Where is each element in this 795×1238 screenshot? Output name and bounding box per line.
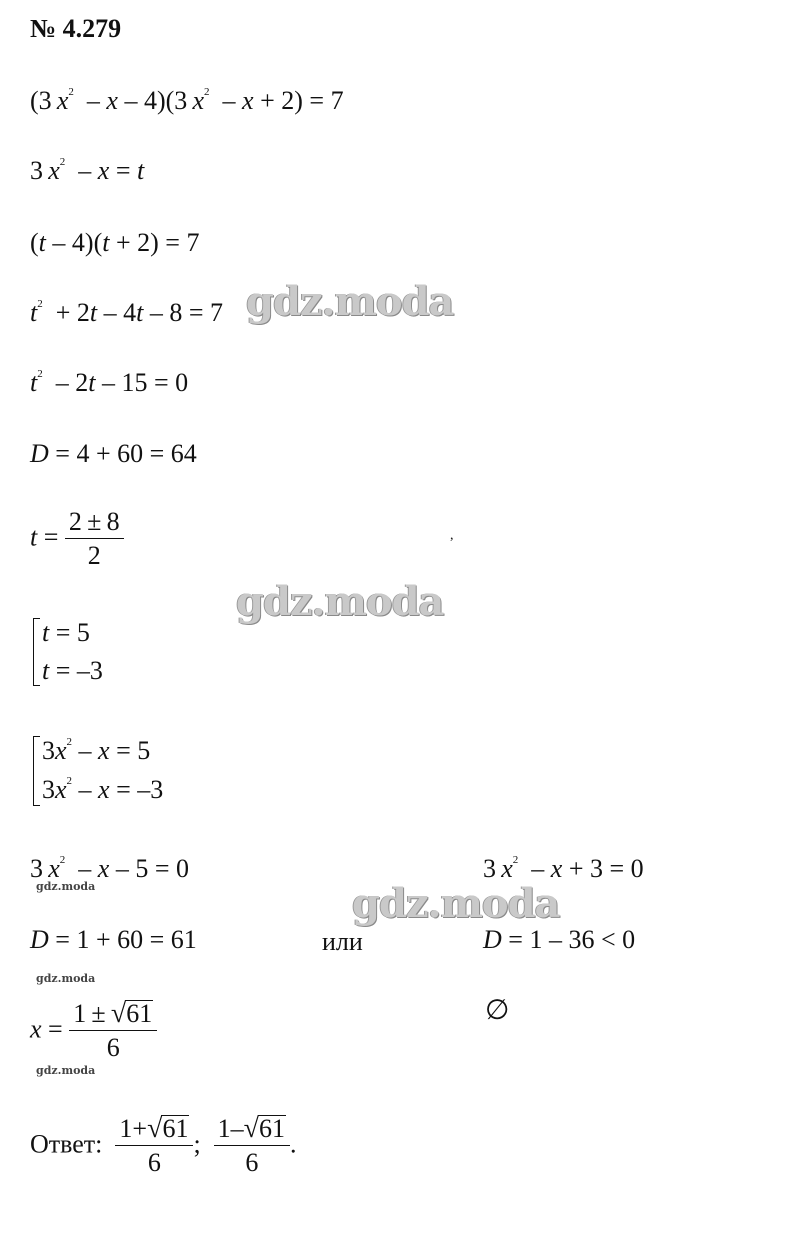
t-root-1: t = 5 xyxy=(42,618,90,647)
equation-original: (3 $x^2$ – x – 4)(3 $x^2$ – x + 2) = 7 xyxy=(30,86,344,115)
set-bracket xyxy=(33,618,40,686)
discriminant-x-2: D = 1 – 36 < 0 xyxy=(483,925,636,954)
discriminant-t: D = 4 + 60 = 64 xyxy=(30,439,197,468)
quadratic-x-1: 3 $x^2$ – x – 5 = 0 xyxy=(30,854,189,883)
problem-title: № 4.279 xyxy=(30,14,122,43)
roots-x-formula: x = $\frac{1 \pm √61}{6}$ xyxy=(30,1000,157,1063)
quadratic-in-t: $t^2$ – 2t – 15 = 0 xyxy=(30,368,189,397)
answer-label: Ответ: xyxy=(30,1129,103,1159)
watermark-small: gdz.moda xyxy=(36,1064,96,1077)
equation-in-t: (t – 4)(t + 2) = 7 xyxy=(30,228,200,257)
watermark: gdz.moda xyxy=(352,880,560,927)
watermark: gdz.moda xyxy=(236,578,444,625)
discriminant-x-1: D = 1 + 60 = 61 xyxy=(30,925,197,954)
answer-separator: ; xyxy=(193,1129,201,1159)
answer: Ответ: $\frac{1+√61}{6}$ ; $\frac{1-√61}{6}$ . xyxy=(30,1113,297,1177)
watermark-small: gdz.moda xyxy=(36,880,96,893)
roots-t-formula: t = $\frac{2 \pm 8}{2}$ xyxy=(30,508,124,571)
or-word: или xyxy=(322,927,363,956)
empty-set-symbol: ∅ xyxy=(485,995,510,1026)
substitution: 3 $x^2$ – x = t xyxy=(30,156,145,185)
x-equation-1: $3x^2 - x = 5$ xyxy=(42,736,151,765)
x-equation-2: $3x^2 - x = -3$ xyxy=(42,775,164,804)
quadratic-x-2: 3 $x^2$ – x + 3 = 0 xyxy=(483,854,644,883)
stray-mark: , xyxy=(450,528,454,543)
set-bracket xyxy=(33,736,40,806)
answer-period: . xyxy=(290,1129,297,1159)
watermark-small: gdz.moda xyxy=(36,972,96,985)
t-root-2: t = –3 xyxy=(42,656,103,685)
expanded-equation: $t^2$ + 2t – 4t – 8 = 7 xyxy=(30,298,224,327)
watermark: gdz.moda xyxy=(246,278,454,325)
